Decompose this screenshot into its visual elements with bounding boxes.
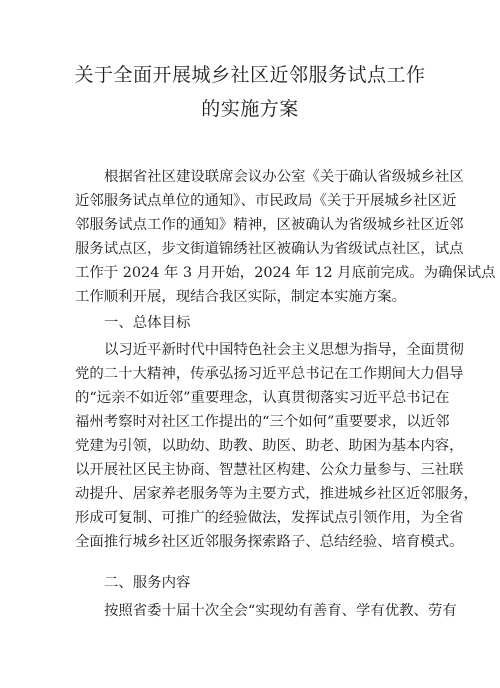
section-heading-overall-goal: 一、总体目标 bbox=[104, 315, 191, 331]
paragraph-line: 党建为引领，以助幼、助教、助医、助老、助困为基本内容， bbox=[75, 438, 464, 454]
paragraph-line: 按照省委十届十次全会“实现幼有善育、学有优教、劳有 bbox=[104, 603, 457, 619]
document-title-line-2: 的实施方案 bbox=[201, 98, 299, 120]
paragraph-line: 福州考察时对社区工作提出的“三个如何”重要要求，以近邻 bbox=[75, 414, 450, 430]
section-heading-service-content: 二、服务内容 bbox=[104, 575, 191, 591]
paragraph-line: 以习近平新时代中国特色社会主义思想为指导，全面贯彻 bbox=[104, 342, 464, 358]
paragraph-line: 党的二十大精神，传承弘扬习近平总书记在工作期间大力倡导 bbox=[75, 366, 464, 382]
paragraph-line: 全面推行城乡社区近邻服务探索路子、总结经验、培育模式。 bbox=[75, 534, 464, 550]
paragraph-line: 邻服务试点工作的通知》精神，区被确认为省级城乡社区近邻 bbox=[75, 217, 464, 233]
paragraph-line: 根据省社区建设联席会议办公室《关于确认省级城乡社区 bbox=[104, 169, 464, 185]
paragraph-line: 服务试点区，步文街道锦绣社区被确认为省级试点社区，试点 bbox=[75, 241, 464, 257]
paragraph-line: 的“远亲不如近邻”重要理念，认真贯彻落实习近平总书记在 bbox=[75, 390, 450, 406]
paragraph-line: 近邻服务试点单位的通知》、市民政局《关于开展城乡社区近 bbox=[75, 193, 457, 209]
paragraph-line: 动提升、居家养老服务等为主要方式，推进城乡社区近邻服务， bbox=[75, 486, 478, 502]
paragraph-line: 形成可复制、可推广的经验做法，发挥试点引领作用，为全省 bbox=[75, 510, 464, 526]
document-title-line-1: 关于全面开展城乡社区近邻服务试点工作 bbox=[74, 64, 426, 86]
paragraph-line: 工作于 2024 年 3 月开始，2024 年 12 月底前完成。为确保试点 bbox=[75, 265, 496, 281]
paragraph-line: 工作顺利开展，现结合我区实际，制定本实施方案。 bbox=[75, 289, 406, 305]
paragraph-line: 以开展社区民主协商、智慧社区构建、公众力量参与、三社联 bbox=[75, 462, 464, 478]
